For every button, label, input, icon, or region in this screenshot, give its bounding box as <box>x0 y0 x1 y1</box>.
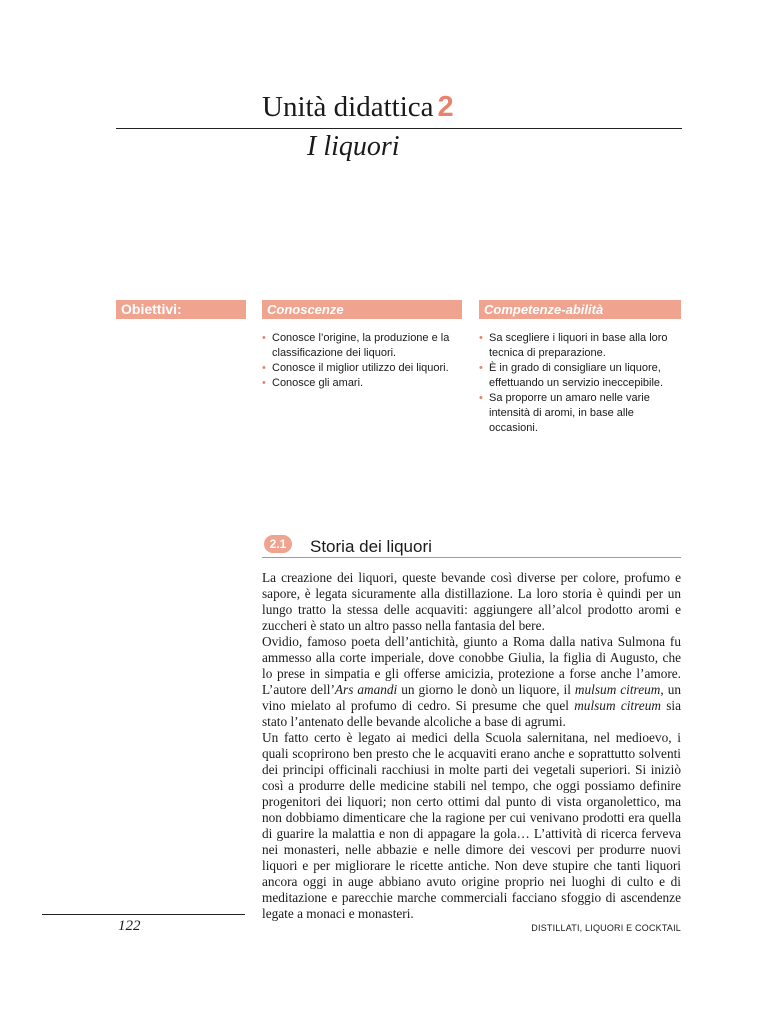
bullet-icon: • <box>479 362 483 374</box>
list-item: • Conosce l’origine, la produzione e la classificazione dei liquori. <box>262 332 450 359</box>
bullet-icon: • <box>262 362 266 374</box>
body-text <box>262 570 681 922</box>
header-rule <box>116 128 682 129</box>
mulsum-citreum-term: mulsum citreum <box>574 698 661 713</box>
list-item: • È in grado di consigliare un liquore, effettuando un servizio ineccepibile. <box>479 362 664 389</box>
unit-title <box>262 90 454 124</box>
paragraph-3: Un fatto certo è legato ai medici della Scuola salernitana, nel medioevo, i quali scoprirono ben presto che le acquaviti erano anche e soprattutto solventi dei principi officinali racchiusi in molte parti dei vegetali superiori. Si iniziò così a produrre delle medicine stabili nel tempo, che oggi possiamo definire progenitori dei liquori; non certo ottimi dal punto di vista organolettico, ma non dobbiamo dimenticare che la ragione per cui venivano prodotti era quella di guarire la malattia e non di appagare la gola… L’attività di ricerca ferveva nei monasteri, nelle abbazie e nelle dimore dei vescovi per produrre nuovi liquori e per migliorare le ricette antiche. Non deve stupire che tanti liquori ancora oggi in auge abbiano avuto origine proprio nei luoghi di culto e di meditazione e parecchie marche commerciali facciano sfoggio di ascendenze legate a monaci e monasteri. <box>262 730 681 921</box>
section-title: Storia dei liquori <box>310 537 432 556</box>
bullet-icon: • <box>262 377 266 389</box>
section-number-badge: 2.1 <box>264 535 292 553</box>
bullet-icon: • <box>479 392 483 404</box>
ars-amandi-title: Ars amandi <box>334 682 398 697</box>
unit-label: Unità didattica <box>262 91 434 123</box>
list-item: • Conosce il miglior utilizzo dei liquori. <box>262 362 449 374</box>
skills-heading: Competenze-abilità <box>479 300 681 319</box>
list-item: • Sa scegliere i liquori in base alla loro tecnica di preparazione. <box>479 332 668 359</box>
list-item: • Conosce gli amari. <box>262 377 364 389</box>
list-item: • Sa proporre un amaro nelle varie intensità di aromi, in base alle occasioni. <box>479 392 650 434</box>
running-footer: DISTILLATI, LIQUORI E COCKTAIL <box>531 923 681 933</box>
section-rule <box>262 557 681 558</box>
chapter-title: I liquori <box>307 131 400 162</box>
page-number: 122 <box>118 918 141 934</box>
knowledge-heading: Conoscenze <box>262 300 462 319</box>
unit-number: 2 <box>437 91 454 123</box>
skills-list <box>479 331 685 436</box>
bullet-icon: • <box>479 332 483 344</box>
bullet-icon: • <box>262 332 266 344</box>
paragraph-1: La creazione dei liquori, queste bevande così diverse per colore, profumo e sapore, è legata sicuramente alla distillazione. La loro storia è quindi per un lungo tratto la stessa delle acquaviti: aggiungere all’alcol prodotto aromi e zuccheri è stato un altro passo nella fantasia del bere. <box>262 570 681 633</box>
footer-rule <box>42 914 245 915</box>
knowledge-list <box>262 331 467 391</box>
mulsum-citreum-term: mulsum citreum <box>574 682 661 697</box>
paragraph-2: Ovidio, famoso poeta dell’antichità, giunto a Roma dalla nativa Sulmona fu ammesso alla corte imperiale, dove conobbe Giulia, la figlia di Augusto, che lo prese in simpatia e gli offerse amicizia, protezione a forse anche l’amore. L’autore dell’Ars amandi un giorno le donò un liquore, il mulsum citreum, un vino mielato al profumo di cedro. Si presume che quel mulsum citreum sia stato l’antenato delle bevande alcoliche a base di agrumi. <box>262 634 682 729</box>
objectives-label: Obiettivi: <box>116 300 246 319</box>
